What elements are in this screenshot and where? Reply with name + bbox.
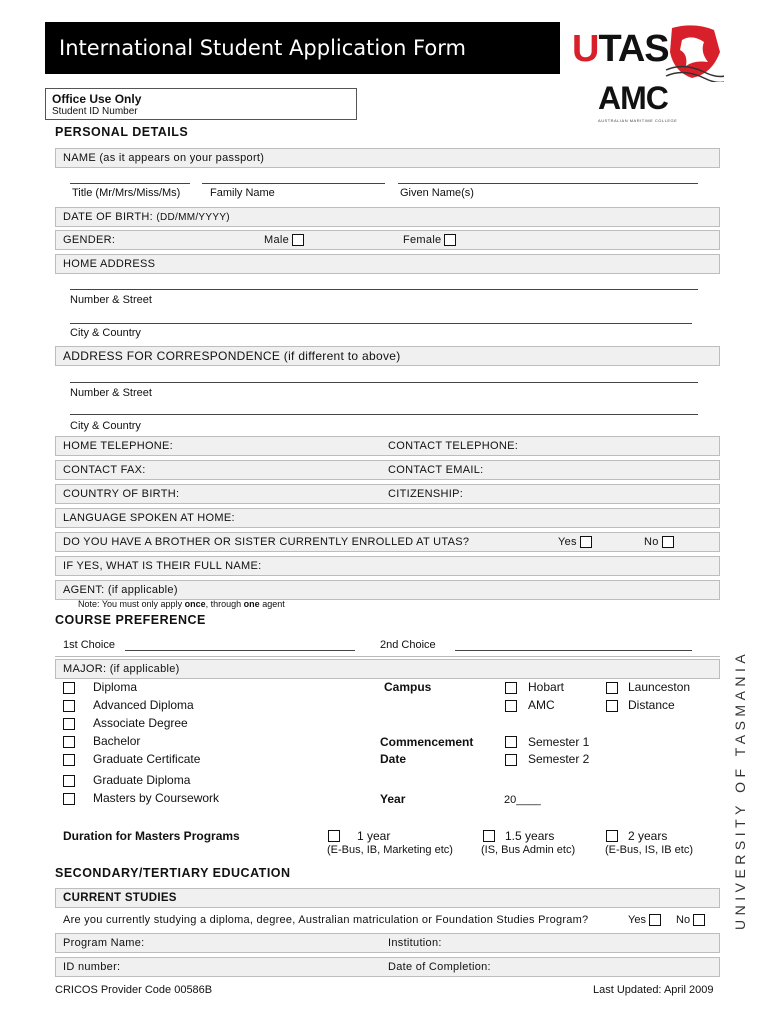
- hobart-checkbox[interactable]: [505, 682, 517, 694]
- office-use-box: [45, 88, 357, 120]
- commencement-date-label: Date: [380, 752, 407, 766]
- semester-2-label: Semester 2: [528, 752, 590, 766]
- amc-label: AMC: [528, 698, 555, 712]
- corr-street-label: Number & Street: [70, 387, 152, 399]
- title-label: Title (Mr/Mrs/Miss/Ms): [72, 187, 181, 199]
- current-yes-option[interactable]: [628, 914, 661, 926]
- duration-1-year-checkbox[interactable]: [328, 830, 340, 842]
- fax-label[interactable]: CONTACT FAX:: [63, 464, 146, 476]
- amc-logo: AMC: [598, 80, 668, 116]
- duration-2-year-checkbox[interactable]: [606, 830, 618, 842]
- sibling-yes-label: Yes: [558, 536, 577, 548]
- course-preference-heading: COURSE PREFERENCE: [55, 613, 206, 627]
- corr-street-line[interactable]: [70, 382, 698, 383]
- current-no-label: No: [676, 914, 691, 926]
- cricos-code: CRICOS Provider Code 00586B: [55, 984, 213, 996]
- education-heading: SECONDARY/TERTIARY EDUCATION: [55, 866, 291, 880]
- major-field[interactable]: [55, 659, 720, 679]
- duration-2-year-label: 2 years: [628, 829, 668, 843]
- duration-2-year-note: (E-Bus, IS, IB etc): [605, 844, 694, 856]
- duration-label: Duration for Masters Programs: [63, 829, 240, 843]
- agent-note-part1: Note: You must only apply: [78, 599, 183, 609]
- associate-degree-checkbox[interactable]: [63, 718, 75, 730]
- bachelor-checkbox[interactable]: [63, 736, 75, 748]
- distance-label: Distance: [628, 698, 675, 712]
- graduate-diploma-checkbox[interactable]: [63, 775, 75, 787]
- sibling-question: DO YOU HAVE A BROTHER OR SISTER CURRENTLY ENROLLED AT UTAS?: [63, 536, 470, 548]
- year-input[interactable]: 20____: [504, 794, 541, 806]
- id-number-label[interactable]: ID number:: [63, 961, 121, 973]
- title-line[interactable]: [70, 183, 190, 184]
- male-label: Male: [264, 234, 290, 246]
- university-side-text: UNIVERSITY OF TASMANIA: [732, 649, 748, 930]
- email-label[interactable]: CONTACT EMAIL:: [388, 464, 484, 476]
- duration-1-year-note: (E-Bus, IB, Marketing etc): [327, 844, 453, 856]
- name-field[interactable]: [55, 148, 720, 168]
- program-institution-row: [55, 933, 720, 953]
- family-name-line[interactable]: [202, 183, 385, 184]
- masters-coursework-label: Masters by Coursework: [93, 791, 220, 805]
- current-no-option[interactable]: [676, 914, 705, 926]
- female-option[interactable]: [403, 231, 456, 249]
- utas-logo-rest: TAS: [598, 28, 669, 70]
- diploma-checkbox[interactable]: [63, 682, 75, 694]
- masters-coursework-checkbox[interactable]: [63, 793, 75, 805]
- office-use-heading: Office Use Only: [52, 92, 142, 106]
- commencement-label: Commencement: [380, 735, 474, 749]
- campus-label: Campus: [384, 680, 432, 694]
- sibling-row: [55, 532, 720, 552]
- graduate-diploma-label: Graduate Diploma: [93, 773, 191, 787]
- distance-checkbox[interactable]: [606, 700, 618, 712]
- current-yes-checkbox[interactable]: [649, 914, 661, 926]
- associate-degree-label: Associate Degree: [93, 716, 188, 730]
- launceston-label: Launceston: [628, 680, 691, 694]
- sibling-yes-checkbox[interactable]: [580, 536, 592, 548]
- second-choice-line[interactable]: [455, 650, 692, 651]
- utas-logo: [572, 28, 669, 71]
- contact-tel-label[interactable]: CONTACT TELEPHONE:: [388, 440, 519, 452]
- first-choice-label: 1st Choice: [63, 639, 115, 651]
- dob-format: (DD/MM/YYYY): [156, 212, 230, 223]
- given-name-line[interactable]: [398, 183, 698, 184]
- citizenship-label[interactable]: CITIZENSHIP:: [388, 488, 464, 500]
- agent-note-one: one: [243, 599, 260, 609]
- gender-label: GENDER:: [63, 234, 116, 246]
- duration-1-5-year-note: (IS, Bus Admin etc): [481, 844, 576, 856]
- second-choice-label: 2nd Choice: [380, 639, 436, 651]
- lion-crest-icon: [664, 22, 724, 82]
- form-title: International Student Application Form: [45, 22, 560, 74]
- graduate-certificate-label: Graduate Certificate: [93, 752, 201, 766]
- sibling-name-label: IF YES, WHAT IS THEIR FULL NAME:: [63, 560, 262, 572]
- corr-address-field: [55, 346, 720, 366]
- current-studies-question: Are you currently studying a diploma, degree, Australian matriculation or Foundation Studies Program?: [63, 914, 589, 926]
- amc-checkbox[interactable]: [505, 700, 517, 712]
- telephone-row: [55, 436, 720, 456]
- duration-1-5-year-checkbox[interactable]: [483, 830, 495, 842]
- sibling-no-checkbox[interactable]: [662, 536, 674, 548]
- launceston-checkbox[interactable]: [606, 682, 618, 694]
- agent-field[interactable]: [55, 580, 720, 600]
- semester-1-checkbox[interactable]: [505, 736, 517, 748]
- divider: [55, 656, 720, 657]
- current-no-checkbox[interactable]: [693, 914, 705, 926]
- advanced-diploma-label: Advanced Diploma: [93, 698, 194, 712]
- institution-label[interactable]: Institution:: [388, 937, 442, 949]
- graduate-certificate-checkbox[interactable]: [63, 754, 75, 766]
- year-label: Year: [380, 792, 406, 806]
- family-name-label: Family Name: [210, 187, 275, 199]
- language-label: LANGUAGE SPOKEN AT HOME:: [63, 512, 235, 524]
- home-tel-label[interactable]: HOME TELEPHONE:: [63, 440, 174, 452]
- duration-1-5-year-label: 1.5 years: [505, 829, 555, 843]
- agent-note-once: once: [184, 599, 206, 609]
- gender-field: [55, 230, 720, 250]
- language-field[interactable]: [55, 508, 720, 528]
- id-completion-row: [55, 957, 720, 977]
- birth-citizenship-row: [55, 484, 720, 504]
- home-street-line[interactable]: [70, 289, 698, 290]
- home-address-field: [55, 254, 720, 274]
- amc-tagline: AUSTRALIAN MARITIME COLLEGE: [598, 118, 678, 123]
- agent-label: AGENT: (if applicable): [63, 584, 178, 596]
- corr-city-line[interactable]: [70, 414, 698, 415]
- sibling-no-label: No: [644, 536, 659, 548]
- bachelor-label: Bachelor: [93, 734, 141, 748]
- major-label: MAJOR: (if applicable): [63, 663, 180, 675]
- female-checkbox[interactable]: [444, 234, 456, 246]
- completion-label[interactable]: Date of Completion:: [388, 961, 491, 973]
- utas-logo-u: U: [572, 28, 599, 70]
- sibling-yes-option[interactable]: [558, 533, 592, 551]
- hobart-label: Hobart: [528, 680, 565, 694]
- personal-details-heading: PERSONAL DETAILS: [55, 125, 189, 139]
- current-yes-label: Yes: [628, 914, 646, 926]
- program-name-label[interactable]: Program Name:: [63, 937, 145, 949]
- given-name-label: Given Name(s): [400, 187, 474, 199]
- corr-city-label: City & Country: [70, 420, 141, 432]
- agent-note: [78, 599, 285, 609]
- semester-2-checkbox[interactable]: [505, 754, 517, 766]
- male-checkbox[interactable]: [292, 234, 304, 246]
- advanced-diploma-checkbox[interactable]: [63, 700, 75, 712]
- female-label: Female: [403, 234, 442, 246]
- student-id-label: Student ID Number: [52, 106, 138, 117]
- current-studies-heading: CURRENT STUDIES: [63, 892, 177, 904]
- dob-field[interactable]: [55, 207, 720, 227]
- home-city-label: City & Country: [70, 327, 141, 339]
- name-label: NAME (as it appears on your passport): [63, 152, 265, 164]
- agent-note-part2: , through: [205, 599, 242, 609]
- fax-email-row: [55, 460, 720, 480]
- dob-label: DATE OF BIRTH:: [63, 211, 153, 223]
- diploma-label: Diploma: [93, 680, 138, 694]
- current-studies-bar: [55, 888, 720, 908]
- sibling-name-field[interactable]: [55, 556, 720, 576]
- male-option[interactable]: [264, 231, 304, 249]
- first-choice-line[interactable]: [125, 650, 355, 651]
- country-birth-label[interactable]: COUNTRY OF BIRTH:: [63, 488, 180, 500]
- duration-1-year-label: 1 year: [357, 829, 391, 843]
- agent-note-part3: agent: [262, 599, 285, 609]
- sibling-no-option[interactable]: [644, 533, 674, 551]
- home-address-label: HOME ADDRESS: [63, 258, 156, 270]
- home-city-line[interactable]: [70, 323, 692, 324]
- semester-1-label: Semester 1: [528, 735, 590, 749]
- corr-address-label: ADDRESS FOR CORRESPONDENCE (if different to above): [63, 349, 401, 363]
- last-updated: Last Updated: April 2009: [593, 984, 714, 996]
- home-street-label: Number & Street: [70, 294, 152, 306]
